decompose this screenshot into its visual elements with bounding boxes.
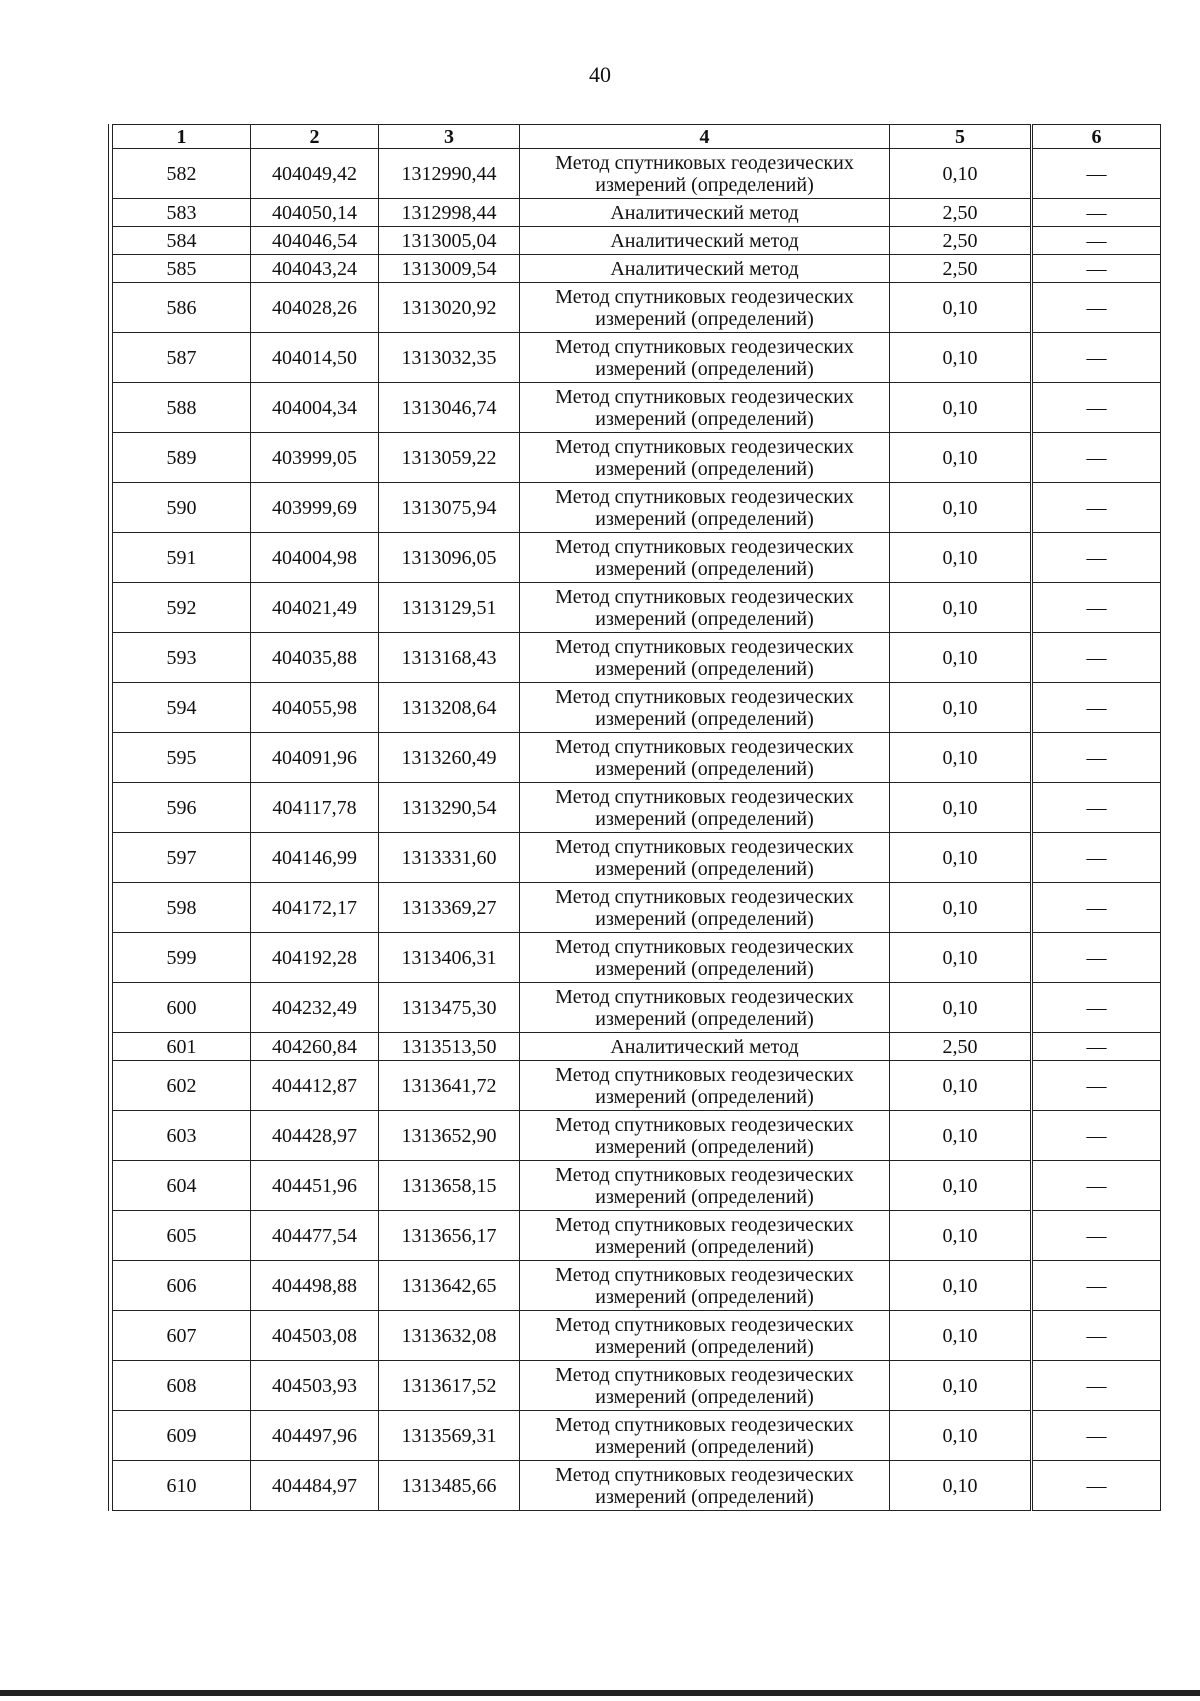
point-number-cell: 584 bbox=[113, 227, 251, 255]
point-number-cell: 582 bbox=[113, 149, 251, 199]
method-cell: Метод спутниковых геодезических измерений (определений) bbox=[520, 1111, 890, 1161]
note-cell: — bbox=[1032, 1411, 1161, 1461]
accuracy-cell: 0,10 bbox=[890, 1211, 1032, 1261]
point-number-cell: 606 bbox=[113, 1261, 251, 1311]
table-row bbox=[113, 1211, 1161, 1261]
x-coordinate-cell: 404055,98 bbox=[251, 683, 379, 733]
method-cell: Метод спутниковых геодезических измерений (определений) bbox=[520, 583, 890, 633]
accuracy-cell: 0,10 bbox=[890, 1411, 1032, 1461]
method-cell: Метод спутниковых геодезических измерений (определений) bbox=[520, 383, 890, 433]
table-row bbox=[113, 533, 1161, 583]
accuracy-cell: 0,10 bbox=[890, 283, 1032, 333]
note-cell: — bbox=[1032, 783, 1161, 833]
table-row bbox=[113, 1033, 1161, 1061]
y-coordinate-cell: 1313290,54 bbox=[379, 783, 520, 833]
table-row bbox=[113, 1261, 1161, 1311]
note-cell: — bbox=[1032, 933, 1161, 983]
y-coordinate-cell: 1313096,05 bbox=[379, 533, 520, 583]
accuracy-cell: 0,10 bbox=[890, 1111, 1032, 1161]
y-coordinate-cell: 1312990,44 bbox=[379, 149, 520, 199]
accuracy-cell: 0,10 bbox=[890, 683, 1032, 733]
y-coordinate-cell: 1313005,04 bbox=[379, 227, 520, 255]
accuracy-cell: 0,10 bbox=[890, 983, 1032, 1033]
point-number-cell: 593 bbox=[113, 633, 251, 683]
note-cell: — bbox=[1032, 227, 1161, 255]
accuracy-cell: 0,10 bbox=[890, 1161, 1032, 1211]
table-row bbox=[113, 1161, 1161, 1211]
accuracy-cell: 0,10 bbox=[890, 633, 1032, 683]
x-coordinate-cell: 404497,96 bbox=[251, 1411, 379, 1461]
accuracy-cell: 0,10 bbox=[890, 733, 1032, 783]
note-cell: — bbox=[1032, 1161, 1161, 1211]
table-row bbox=[113, 433, 1161, 483]
accuracy-cell: 2,50 bbox=[890, 1033, 1032, 1061]
note-cell: — bbox=[1032, 383, 1161, 433]
table-row bbox=[113, 283, 1161, 333]
y-coordinate-cell: 1313129,51 bbox=[379, 583, 520, 633]
method-cell: Метод спутниковых геодезических измерений (определений) bbox=[520, 1211, 890, 1261]
table-row bbox=[113, 149, 1161, 199]
accuracy-cell: 0,10 bbox=[890, 383, 1032, 433]
point-number-cell: 600 bbox=[113, 983, 251, 1033]
point-number-cell: 585 bbox=[113, 255, 251, 283]
y-coordinate-cell: 1313632,08 bbox=[379, 1311, 520, 1361]
y-coordinate-cell: 1313652,90 bbox=[379, 1111, 520, 1161]
x-coordinate-cell: 404192,28 bbox=[251, 933, 379, 983]
x-coordinate-cell: 404428,97 bbox=[251, 1111, 379, 1161]
note-cell: — bbox=[1032, 283, 1161, 333]
point-number-cell: 590 bbox=[113, 483, 251, 533]
note-cell: — bbox=[1032, 333, 1161, 383]
x-coordinate-cell: 404049,42 bbox=[251, 149, 379, 199]
accuracy-cell: 0,10 bbox=[890, 783, 1032, 833]
method-cell: Метод спутниковых геодезических измерений (определений) bbox=[520, 733, 890, 783]
table-container bbox=[108, 124, 1164, 1511]
table-row bbox=[113, 1061, 1161, 1111]
x-coordinate-cell: 404035,88 bbox=[251, 633, 379, 683]
point-number-cell: 595 bbox=[113, 733, 251, 783]
accuracy-cell: 0,10 bbox=[890, 1261, 1032, 1311]
x-coordinate-cell: 404412,87 bbox=[251, 1061, 379, 1111]
table-row bbox=[113, 683, 1161, 733]
y-coordinate-cell: 1312998,44 bbox=[379, 199, 520, 227]
point-number-cell: 599 bbox=[113, 933, 251, 983]
point-number-cell: 608 bbox=[113, 1361, 251, 1411]
y-coordinate-cell: 1313168,43 bbox=[379, 633, 520, 683]
y-coordinate-cell: 1313406,31 bbox=[379, 933, 520, 983]
method-cell: Метод спутниковых геодезических измерений (определений) bbox=[520, 1061, 890, 1111]
note-cell: — bbox=[1032, 433, 1161, 483]
note-cell: — bbox=[1032, 733, 1161, 783]
table-row bbox=[113, 333, 1161, 383]
note-cell: — bbox=[1032, 583, 1161, 633]
table-row bbox=[113, 933, 1161, 983]
x-coordinate-cell: 404451,96 bbox=[251, 1161, 379, 1211]
header-col-2: 2 bbox=[251, 125, 379, 149]
x-coordinate-cell: 404498,88 bbox=[251, 1261, 379, 1311]
table-row bbox=[113, 833, 1161, 883]
y-coordinate-cell: 1313032,35 bbox=[379, 333, 520, 383]
x-coordinate-cell: 404146,99 bbox=[251, 833, 379, 883]
accuracy-cell: 0,10 bbox=[890, 333, 1032, 383]
method-cell: Метод спутниковых геодезических измерений (определений) bbox=[520, 333, 890, 383]
table-row bbox=[113, 783, 1161, 833]
x-coordinate-cell: 404503,93 bbox=[251, 1361, 379, 1411]
y-coordinate-cell: 1313331,60 bbox=[379, 833, 520, 883]
x-coordinate-cell: 404028,26 bbox=[251, 283, 379, 333]
point-number-cell: 583 bbox=[113, 199, 251, 227]
y-coordinate-cell: 1313075,94 bbox=[379, 483, 520, 533]
note-cell: — bbox=[1032, 1311, 1161, 1361]
x-coordinate-cell: 404046,54 bbox=[251, 227, 379, 255]
table-row bbox=[113, 255, 1161, 283]
table-row bbox=[113, 1461, 1161, 1511]
x-coordinate-cell: 404484,97 bbox=[251, 1461, 379, 1511]
note-cell: — bbox=[1032, 1211, 1161, 1261]
x-coordinate-cell: 404172,17 bbox=[251, 883, 379, 933]
table-row bbox=[113, 583, 1161, 633]
y-coordinate-cell: 1313475,30 bbox=[379, 983, 520, 1033]
accuracy-cell: 2,50 bbox=[890, 227, 1032, 255]
method-cell: Метод спутниковых геодезических измерений (определений) bbox=[520, 1361, 890, 1411]
point-number-cell: 598 bbox=[113, 883, 251, 933]
accuracy-cell: 0,10 bbox=[890, 1361, 1032, 1411]
accuracy-cell: 0,10 bbox=[890, 483, 1032, 533]
page-number: 40 bbox=[589, 62, 611, 87]
point-number-cell: 592 bbox=[113, 583, 251, 633]
method-cell: Метод спутниковых геодезических измерений (определений) bbox=[520, 683, 890, 733]
accuracy-cell: 0,10 bbox=[890, 833, 1032, 883]
x-coordinate-cell: 404477,54 bbox=[251, 1211, 379, 1261]
accuracy-cell: 0,10 bbox=[890, 149, 1032, 199]
method-cell: Метод спутниковых геодезических измерений (определений) bbox=[520, 1411, 890, 1461]
point-number-cell: 601 bbox=[113, 1033, 251, 1061]
table-row bbox=[113, 883, 1161, 933]
x-coordinate-cell: 404050,14 bbox=[251, 199, 379, 227]
note-cell: — bbox=[1032, 1111, 1161, 1161]
header-col-5: 5 bbox=[890, 125, 1032, 149]
method-cell: Аналитический метод bbox=[520, 1033, 890, 1061]
note-cell: — bbox=[1032, 683, 1161, 733]
note-cell: — bbox=[1032, 833, 1161, 883]
x-coordinate-cell: 404091,96 bbox=[251, 733, 379, 783]
header-row bbox=[113, 125, 1161, 149]
method-cell: Метод спутниковых геодезических измерений (определений) bbox=[520, 633, 890, 683]
header-col-3: 3 bbox=[379, 125, 520, 149]
accuracy-cell: 0,10 bbox=[890, 433, 1032, 483]
method-cell: Метод спутниковых геодезических измерений (определений) bbox=[520, 483, 890, 533]
method-cell: Метод спутниковых геодезических измерений (определений) bbox=[520, 783, 890, 833]
y-coordinate-cell: 1313656,17 bbox=[379, 1211, 520, 1261]
table-row bbox=[113, 383, 1161, 433]
method-cell: Метод спутниковых геодезических измерений (определений) bbox=[520, 1161, 890, 1211]
point-number-cell: 586 bbox=[113, 283, 251, 333]
point-number-cell: 587 bbox=[113, 333, 251, 383]
x-coordinate-cell: 404004,34 bbox=[251, 383, 379, 433]
y-coordinate-cell: 1313658,15 bbox=[379, 1161, 520, 1211]
x-coordinate-cell: 404117,78 bbox=[251, 783, 379, 833]
accuracy-cell: 0,10 bbox=[890, 933, 1032, 983]
note-cell: — bbox=[1032, 1061, 1161, 1111]
y-coordinate-cell: 1313617,52 bbox=[379, 1361, 520, 1411]
point-number-cell: 607 bbox=[113, 1311, 251, 1361]
accuracy-cell: 0,10 bbox=[890, 1061, 1032, 1111]
method-cell: Метод спутниковых геодезических измерений (определений) bbox=[520, 533, 890, 583]
table-row bbox=[113, 1361, 1161, 1411]
accuracy-cell: 0,10 bbox=[890, 1311, 1032, 1361]
table-row bbox=[113, 1411, 1161, 1461]
y-coordinate-cell: 1313009,54 bbox=[379, 255, 520, 283]
note-cell: — bbox=[1032, 983, 1161, 1033]
accuracy-cell: 0,10 bbox=[890, 583, 1032, 633]
method-cell: Метод спутниковых геодезических измерений (определений) bbox=[520, 1261, 890, 1311]
method-cell: Метод спутниковых геодезических измерений (определений) bbox=[520, 433, 890, 483]
method-cell: Аналитический метод bbox=[520, 227, 890, 255]
method-cell: Аналитический метод bbox=[520, 199, 890, 227]
header-col-6: 6 bbox=[1032, 125, 1161, 149]
y-coordinate-cell: 1313569,31 bbox=[379, 1411, 520, 1461]
y-coordinate-cell: 1313020,92 bbox=[379, 283, 520, 333]
y-coordinate-cell: 1313641,72 bbox=[379, 1061, 520, 1111]
point-number-cell: 589 bbox=[113, 433, 251, 483]
y-coordinate-cell: 1313369,27 bbox=[379, 883, 520, 933]
x-coordinate-cell: 404004,98 bbox=[251, 533, 379, 583]
point-number-cell: 597 bbox=[113, 833, 251, 883]
x-coordinate-cell: 404014,50 bbox=[251, 333, 379, 383]
y-coordinate-cell: 1313260,49 bbox=[379, 733, 520, 783]
bottom-scan-rule bbox=[0, 1690, 1200, 1696]
point-number-cell: 596 bbox=[113, 783, 251, 833]
point-number-cell: 591 bbox=[113, 533, 251, 583]
coordinates-table bbox=[112, 124, 1161, 1511]
x-coordinate-cell: 404232,49 bbox=[251, 983, 379, 1033]
method-cell: Метод спутниковых геодезических измерений (определений) bbox=[520, 933, 890, 983]
point-number-cell: 610 bbox=[113, 1461, 251, 1511]
y-coordinate-cell: 1313059,22 bbox=[379, 433, 520, 483]
method-cell: Метод спутниковых геодезических измерений (определений) bbox=[520, 833, 890, 883]
x-coordinate-cell: 404260,84 bbox=[251, 1033, 379, 1061]
note-cell: — bbox=[1032, 255, 1161, 283]
note-cell: — bbox=[1032, 199, 1161, 227]
table-row bbox=[113, 227, 1161, 255]
note-cell: — bbox=[1032, 483, 1161, 533]
y-coordinate-cell: 1313513,50 bbox=[379, 1033, 520, 1061]
accuracy-cell: 0,10 bbox=[890, 883, 1032, 933]
table-row bbox=[113, 1111, 1161, 1161]
y-coordinate-cell: 1313642,65 bbox=[379, 1261, 520, 1311]
accuracy-cell: 2,50 bbox=[890, 255, 1032, 283]
method-cell: Аналитический метод bbox=[520, 255, 890, 283]
point-number-cell: 605 bbox=[113, 1211, 251, 1261]
method-cell: Метод спутниковых геодезических измерений (определений) bbox=[520, 1461, 890, 1511]
point-number-cell: 588 bbox=[113, 383, 251, 433]
header-col-1: 1 bbox=[113, 125, 251, 149]
y-coordinate-cell: 1313046,74 bbox=[379, 383, 520, 433]
note-cell: — bbox=[1032, 1261, 1161, 1311]
accuracy-cell: 0,10 bbox=[890, 1461, 1032, 1511]
method-cell: Метод спутниковых геодезических измерений (определений) bbox=[520, 883, 890, 933]
table-body bbox=[113, 149, 1161, 1511]
x-coordinate-cell: 404503,08 bbox=[251, 1311, 379, 1361]
table-row bbox=[113, 1311, 1161, 1361]
note-cell: — bbox=[1032, 1461, 1161, 1511]
accuracy-cell: 0,10 bbox=[890, 533, 1032, 583]
point-number-cell: 604 bbox=[113, 1161, 251, 1211]
note-cell: — bbox=[1032, 533, 1161, 583]
x-coordinate-cell: 403999,69 bbox=[251, 483, 379, 533]
y-coordinate-cell: 1313485,66 bbox=[379, 1461, 520, 1511]
accuracy-cell: 2,50 bbox=[890, 199, 1032, 227]
point-number-cell: 602 bbox=[113, 1061, 251, 1111]
point-number-cell: 603 bbox=[113, 1111, 251, 1161]
point-number-cell: 594 bbox=[113, 683, 251, 733]
note-cell: — bbox=[1032, 1361, 1161, 1411]
note-cell: — bbox=[1032, 149, 1161, 199]
x-coordinate-cell: 404043,24 bbox=[251, 255, 379, 283]
table-row bbox=[113, 633, 1161, 683]
method-cell: Метод спутниковых геодезических измерений (определений) bbox=[520, 149, 890, 199]
note-cell: — bbox=[1032, 883, 1161, 933]
note-cell: — bbox=[1032, 1033, 1161, 1061]
point-number-cell: 609 bbox=[113, 1411, 251, 1461]
header-col-4: 4 bbox=[520, 125, 890, 149]
table-row bbox=[113, 983, 1161, 1033]
method-cell: Метод спутниковых геодезических измерений (определений) bbox=[520, 283, 890, 333]
table-row bbox=[113, 483, 1161, 533]
x-coordinate-cell: 403999,05 bbox=[251, 433, 379, 483]
y-coordinate-cell: 1313208,64 bbox=[379, 683, 520, 733]
table-header bbox=[113, 125, 1161, 149]
method-cell: Метод спутниковых геодезических измерений (определений) bbox=[520, 1311, 890, 1361]
table-row bbox=[113, 733, 1161, 783]
method-cell: Метод спутниковых геодезических измерений (определений) bbox=[520, 983, 890, 1033]
table-row bbox=[113, 199, 1161, 227]
x-coordinate-cell: 404021,49 bbox=[251, 583, 379, 633]
note-cell: — bbox=[1032, 633, 1161, 683]
